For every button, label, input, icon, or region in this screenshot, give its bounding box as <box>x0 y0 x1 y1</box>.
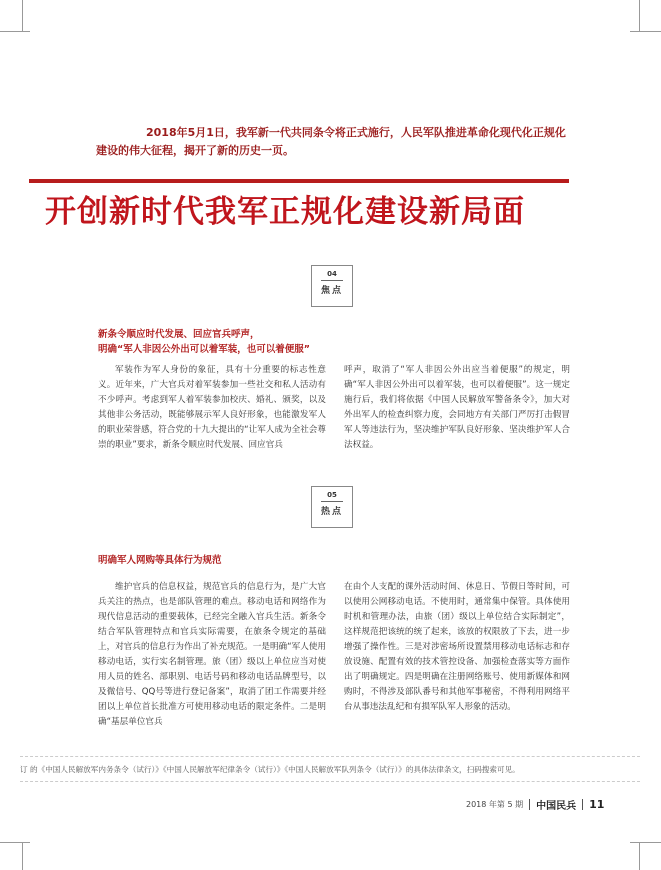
badge-divider <box>321 501 343 502</box>
section-heading-line: 明确“军人非因公外出可以着军装，也可以着便服” <box>98 344 310 355</box>
intro-paragraph: 2018年5月1日，我军新一代共同条令将正式施行，人民军队推进革命化现代化正规化建设的伟大征程，揭开了新的历史一页。 <box>96 126 566 157</box>
issue-label: 2018 年第 5 期 <box>466 799 524 809</box>
crop-mark <box>0 842 30 843</box>
crop-mark <box>0 31 30 32</box>
badge-number: 04 <box>327 270 337 278</box>
badge-divider <box>321 280 343 281</box>
badge-number: 05 <box>327 491 337 499</box>
footer-divider <box>529 799 530 810</box>
badge-label: 热点 <box>320 507 343 517</box>
section-body-left: 军装作为军人身份的象征，具有十分重要的标志性意义。近年来，广大官兵对着军装参加一些社交和私人活动有不少呼声。考虑到军人着军装参加校庆、婚礼、颁奖，以及其他非公务活动，既能够展示军人良好形象，也能激发军人的职业荣誉感，符合党的十九大提出的“让军人成为全社会尊崇的职业”要求，新条令顺应时代发展、回应官兵 <box>98 365 326 450</box>
footnote-rule <box>20 781 640 782</box>
crop-mark <box>639 0 640 32</box>
footnote-rule <box>20 756 640 757</box>
section-badge-hotspot <box>311 486 353 528</box>
magazine-name: 中国民兵 <box>536 800 577 812</box>
crop-mark <box>639 842 640 870</box>
page-title: 开创新时代我军正规化建设新局面 <box>45 194 525 230</box>
section-heading <box>98 327 310 357</box>
crop-mark <box>630 31 661 32</box>
section-body-left: 维护官兵的信息权益，规范官兵的信息行为，是广大官兵关注的热点，也是部队管理的难点。移动电话和网络作为现代信息活动的重要载体，已经完全融入官兵生活。新条令结合军队管理特点和官兵实际需要，在旅条令规定的基础上，对官兵的信息行为作出了补充规范。一是明确“军人使用移动电话，实行实名制管理。旅（团）级以上单位应当对使用人员的姓名、部职别、电话号码和移动电话品牌型号，以及微信号、QQ号等进行登记备案”，取消了团工作需要并经团以上单位首长批准方可使用移动电话的限定条件。二是明确“基层单位官兵 <box>98 582 326 727</box>
headline-rule <box>29 179 569 183</box>
crop-mark <box>22 842 23 870</box>
crop-mark <box>22 0 23 32</box>
badge-label: 焦点 <box>320 286 343 296</box>
footer-divider <box>582 799 583 810</box>
section-body-right: 呼声，取消了“军人非因公外出应当着便服”的规定，明确“军人非因公外出可以着军装，也可以着便服”。这一规定施行后，我们将依据《中国人民解放军警备条令》，加大对外出军人的检查纠察力度，会同地方有关部门严厉打击假冒军人等违法行为，坚决维护军队良好形象、坚决维护军人合法权益。 <box>344 365 570 450</box>
page-number: 11 <box>589 797 605 811</box>
section-heading-line: 新条令顺应时代发展、回应官兵呼声， <box>98 329 260 340</box>
section-badge-focus <box>311 265 353 307</box>
section-heading: 明确军人网购等具体行为规范 <box>98 555 222 566</box>
page-footer <box>466 797 604 811</box>
crop-mark <box>630 842 661 843</box>
section-body-right: 在由个人支配的课外活动时间、休息日、节假日等时间，可以使用公网移动电话。不使用时，通常集中保管。具体使用时机和管理办法，由旅（团）级以上单位结合实际制定”，这样规范把该统的统了起来，该放的权限放了下去，进一步增强了操作性。三是对涉密场所设置禁用移动电话标志和存放设施、配置有效的技术管控设备、加强检查落实等方面作出了明确规定。四是明确在注册网络账号、使用新媒体和网购时，不得涉及部队番号和其他军事秘密，不得利用网络平台从事违法乱纪和有损军队军人形象的活动。 <box>344 582 570 712</box>
footnote: 订 的《中国人民解放军内务条令（试行）》《中国人民解放军纪律条令（试行）》《中国人民解放军队列条令（试行）》的具体法律条文，扫码搜索可见。 <box>20 765 520 774</box>
